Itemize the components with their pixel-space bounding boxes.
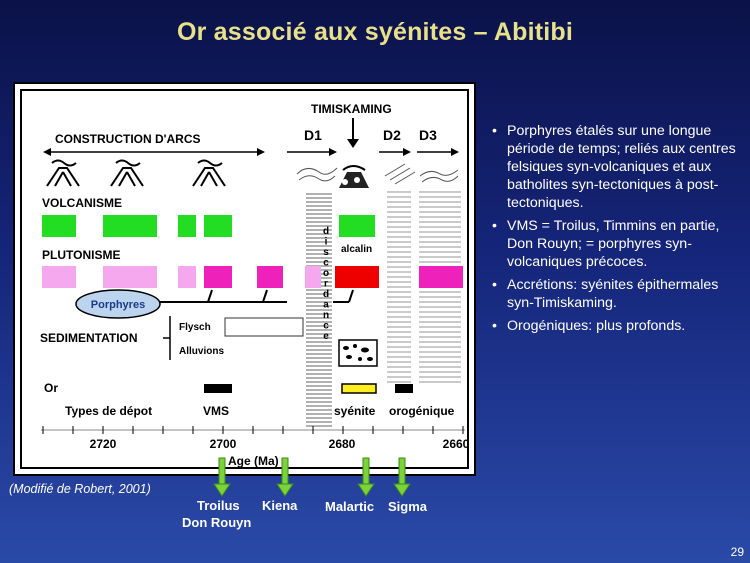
discordance-letter: a: [323, 299, 329, 311]
orogenique-label: orogénique: [389, 404, 455, 418]
discordance-letter: i: [324, 236, 328, 248]
types-depot-label: Types de dépot: [65, 404, 153, 418]
d1-label: D1: [304, 127, 322, 143]
arrow-troilus: [214, 458, 230, 496]
discordance-letter: d: [322, 226, 330, 237]
axis-label: Age (Ma): [228, 454, 279, 468]
alcalin-label: alcalin: [341, 244, 373, 255]
bullet-item: • Accrétions: syénites épithermales syn-Timiskaming.: [490, 276, 742, 312]
discordance-letter: c: [323, 320, 329, 332]
alluvions-label: Alluvions: [179, 346, 225, 357]
tick-2660: 2660: [442, 437, 470, 451]
plutonisme-label: PLUTONISME: [42, 248, 121, 262]
arrow-sigma: [394, 458, 410, 496]
arrow-kiena: [277, 458, 293, 496]
bullet-item: • VMS = Troilus, Timmins en partie, Don Rouyn; = porphyres syn-volcaniques précoces.: [490, 217, 742, 271]
discordance-letter: e: [323, 331, 329, 342]
arrow-malartic: [358, 458, 374, 496]
discordance-letter: c: [323, 257, 329, 269]
deposit-malartic: Malartic: [325, 499, 375, 514]
timiskaming-label: TIMISKAMING: [311, 102, 392, 116]
porphyres-label: Porphyres: [90, 299, 146, 311]
discordance-letter: n: [322, 310, 330, 321]
bullet-item: • Orogéniques: plus profonds.: [490, 317, 742, 335]
sedimentation-label: SEDIMENTATION: [40, 331, 138, 345]
syenite-label: syénite: [334, 404, 376, 418]
d2-label: D2: [383, 127, 401, 143]
or-label: Or: [44, 381, 59, 395]
bullet-item: • Porphyres étalés sur une longue période de temps; reliés aux centres felsiques syn-volcaniques et aux batholites syn-tectoniques à post-tectoniques.: [490, 122, 742, 212]
deposit-kiena: Kiena: [262, 498, 298, 513]
deposit-sigma: Sigma: [388, 499, 428, 514]
page-number: 29: [730, 545, 744, 559]
slide-title: Or associé aux syénites – Abitibi: [176, 18, 574, 46]
flysch-label: Flysch: [179, 322, 211, 333]
discordance-letter: o: [322, 268, 330, 279]
deposit-don-rouyn: Don Rouyn: [182, 515, 252, 530]
volcanisme-label: VOLCANISME: [42, 196, 123, 210]
deposit-troilus: Troilus: [197, 498, 240, 513]
discordance-letter: r: [324, 278, 328, 290]
discordance-letter: s: [323, 247, 329, 258]
d3-label: D3: [419, 127, 437, 143]
tick-2680: 2680: [328, 437, 356, 451]
tick-2720: 2720: [89, 437, 117, 451]
source-credit: (Modifié de Robert, 2001): [9, 482, 151, 496]
tick-2700: 2700: [209, 437, 237, 451]
construction-arcs-label: CONSTRUCTION D'ARCS: [55, 132, 201, 146]
vms-label: VMS: [203, 404, 230, 418]
discordance-letter: d: [322, 289, 330, 300]
